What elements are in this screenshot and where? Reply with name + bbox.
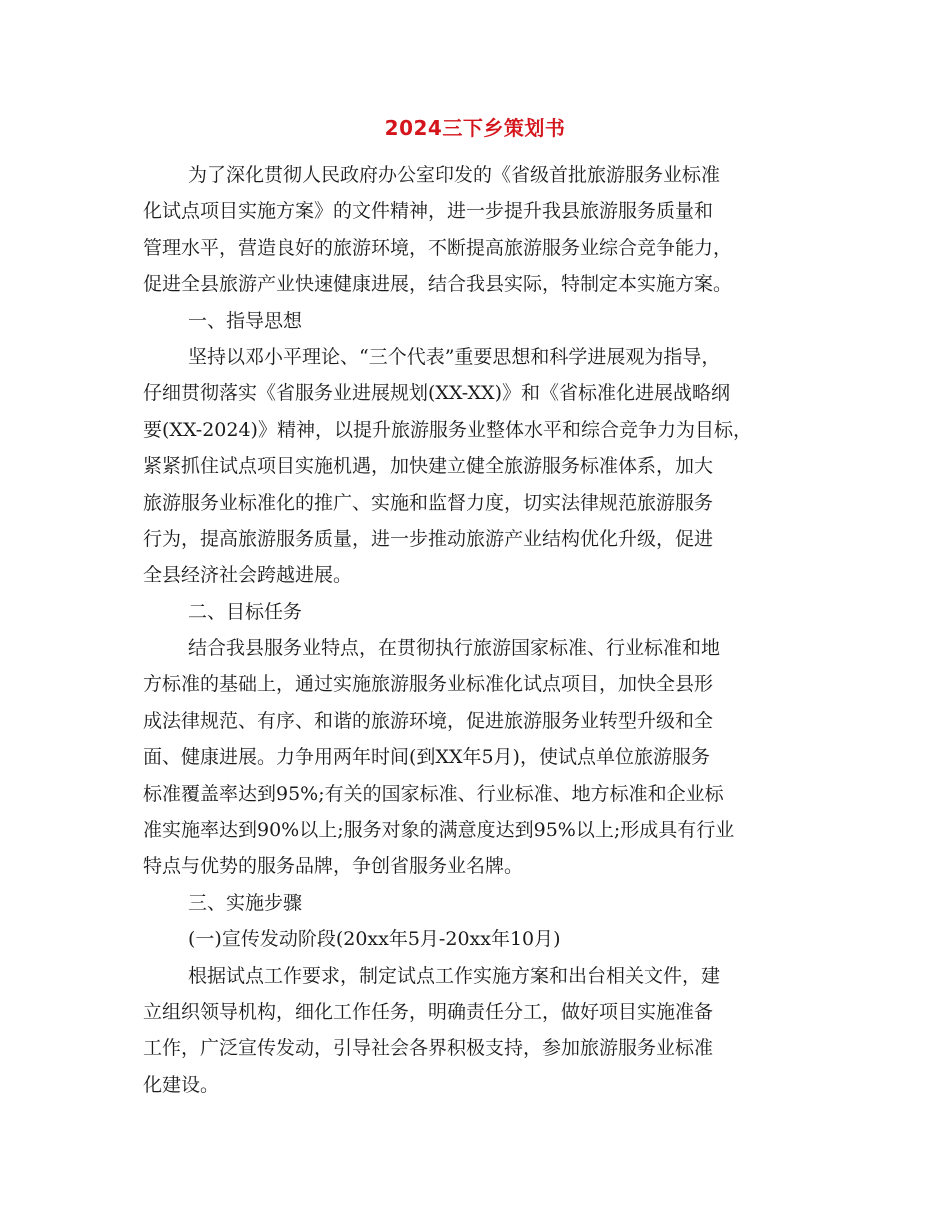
text-line: 立组织领导机构，细化工作任务，明确责任分工，做好项目实施准备 bbox=[143, 1000, 714, 1023]
text-line: 坚持以邓小平理论、“三个代表”重要思想和科学进展观为指导， bbox=[188, 345, 721, 368]
text-line: 行为，提高旅游服务质量，进一步推动旅游产业结构优化升级，促进 bbox=[143, 527, 714, 550]
text-line: 根据试点工作要求，制定试点工作实施方案和出台相关文件，建 bbox=[188, 964, 721, 987]
text-line: 促进全县旅游产业快速健康进展，结合我县实际，特制定本实施方案。 bbox=[143, 273, 733, 296]
document-body bbox=[143, 157, 823, 1103]
text-line: 特点与优势的服务品牌，争创省服务业名牌。 bbox=[143, 855, 524, 878]
text-line: 化试点项目实施方案》的文件精神，进一步提升我县旅游服务质量和 bbox=[143, 200, 714, 223]
text-line: 全县经济社会跨越进展。 bbox=[143, 564, 353, 587]
text-line: 为了深化贯彻人民政府办公室印发的《省级首批旅游服务业标准 bbox=[188, 164, 721, 186]
text-line: (一)宣传发动阶段(20xx年5月-20xx年10月) bbox=[188, 928, 561, 951]
text-line: 三、实施步骤 bbox=[188, 891, 303, 914]
text-line: 紧紧抓住试点项目实施机遇，加快建立健全旅游服务标准体系，加大 bbox=[143, 455, 714, 478]
text-line: 要(XX-2024)》精神，以提升旅游服务业整体水平和综合竞争力为目标， bbox=[143, 418, 752, 441]
text-line: 标准覆盖率达到95%;有关的国家标准、行业标准、地方标准和企业标 bbox=[143, 782, 724, 805]
text-line: 面、健康进展。力争用两年时间(到XX年5月)，使试点单位旅游服务 bbox=[143, 746, 710, 769]
text-line: 工作，广泛宣传发动，引导社会各界积极支持，参加旅游服务业标准 bbox=[143, 1037, 714, 1060]
text-line: 一、指导思想 bbox=[188, 309, 303, 332]
text-line: 二、目标任务 bbox=[188, 600, 303, 623]
text-line: 仔细贯彻落实《省服务业进展规划(XX-XX)》和《省标准化进展战略纲 bbox=[143, 382, 730, 405]
text-line: 方标准的基础上，通过实施旅游服务业标准化试点项目，加快全县形 bbox=[143, 673, 714, 696]
text-line: 成法律规范、有序、和谐的旅游环境，促进旅游服务业转型升级和全 bbox=[143, 709, 714, 732]
text-line: 准实施率达到90%以上;服务对象的满意度达到95%以上;形成具有行业 bbox=[143, 819, 735, 842]
text-line: 结合我县服务业特点，在贯彻执行旅游国家标准、行业标准和地 bbox=[188, 637, 721, 660]
document-title: 2024三下乡策划书 bbox=[384, 116, 566, 140]
text-line: 化建设。 bbox=[143, 1073, 220, 1096]
text-line: 旅游服务业标准化的推广、实施和监督力度，切实法律规范旅游服务 bbox=[143, 491, 714, 514]
text-line: 管理水平，营造良好的旅游环境，不断提高旅游服务业综合竞争能力， bbox=[143, 236, 733, 259]
